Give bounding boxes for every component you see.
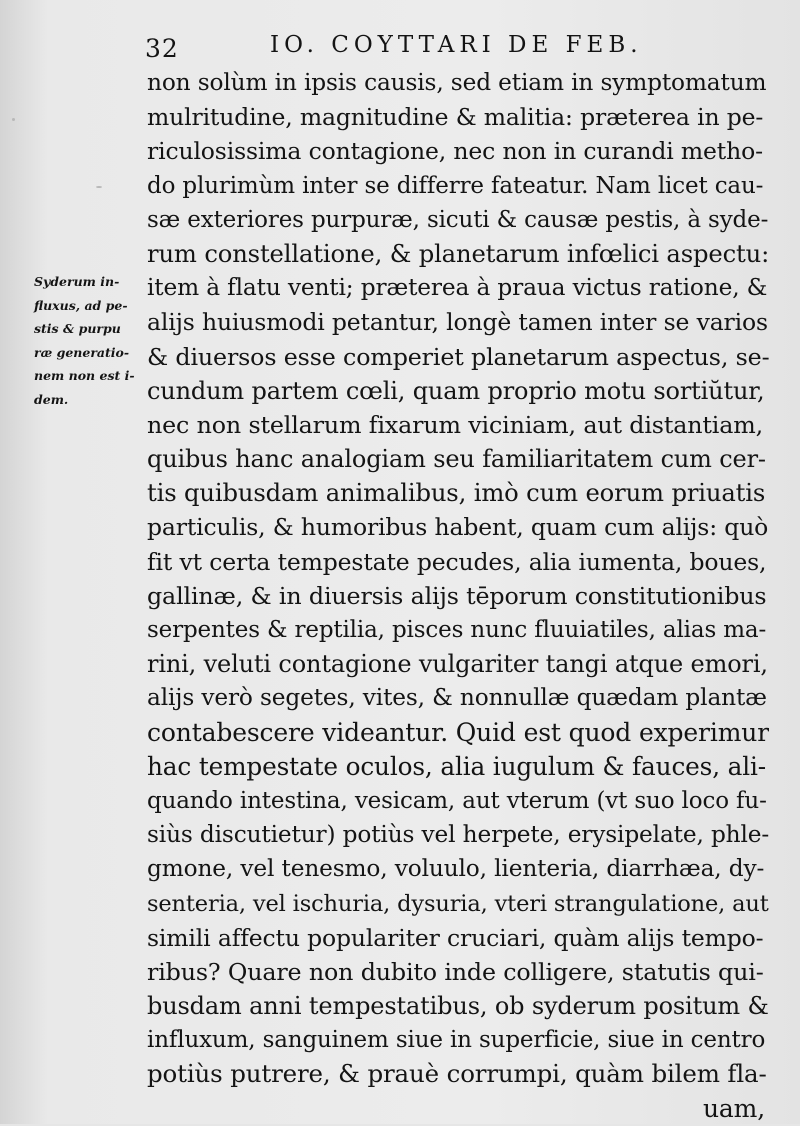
body-line: rum constellatione, & planetarum infœlici aspectu: bbox=[147, 238, 769, 268]
body-line: gallinæ, & in diuersis alijs tēporum constitutionibus bbox=[147, 581, 767, 610]
paper-speck bbox=[12, 118, 15, 121]
margin-note-line: nem non est i- bbox=[34, 368, 135, 383]
body-line: potiùs putrere, & prauè corrumpi, quàm bilem fla- bbox=[147, 1059, 767, 1089]
body-line: influxum, sanguinem siue in superficie, siue in centro bbox=[147, 1027, 766, 1054]
margin-note-line: fluxus, ad pe- bbox=[34, 297, 128, 313]
body-line: hac tempestate oculos, alia iugulum & fauces, ali- bbox=[147, 751, 766, 781]
margin-note bbox=[34, 270, 146, 411]
body-line: rini, veluti contagione vulgariter tangi atque emori, bbox=[147, 650, 768, 679]
body-line: alijs verò segetes, vites, & nonnullæ quædam plantæ bbox=[147, 684, 767, 712]
body-line: item à flatu venti; præterea à praua victus ratione, & bbox=[147, 274, 768, 302]
body-line: & diuersos esse comperiet planetarum aspectus, se- bbox=[147, 342, 769, 371]
body-line: gmone, vel tenesmo, voluulo, lienteria, diarrhæa, dy- bbox=[147, 855, 765, 883]
body-line: do plurimùm inter se differre fateatur. Nam licet cau- bbox=[147, 172, 764, 199]
page-number: 32 bbox=[145, 34, 179, 63]
margin-note-line: stis & purpu bbox=[34, 321, 121, 336]
body-line: fit vt certa tempestate pecudes, alia iumenta, boues, bbox=[147, 547, 767, 576]
body-line: riculosissima contagione, nec non in curandi metho- bbox=[147, 137, 763, 166]
body-text bbox=[147, 66, 769, 1126]
body-line: contabescere videantur. Quid est quod experimur bbox=[147, 717, 769, 747]
catchword: uam, bbox=[702, 1093, 765, 1123]
running-head: IO. COYTTARI DE FEB. bbox=[270, 32, 643, 58]
body-line: alijs huiusmodi petantur, longè tamen inter se varios bbox=[147, 308, 768, 337]
body-line: non solùm in ipsis causis, sed etiam in symptomatum bbox=[147, 69, 767, 96]
body-line: senteria, vel ischuria, dysuria, vteri strangulatione, aut bbox=[147, 890, 769, 917]
body-line: quando intestina, vesicam, aut vterum (vt suo loco fu- bbox=[147, 787, 767, 814]
margin-note-line: Syderum in- bbox=[34, 274, 120, 289]
body-line: particulis, & humoribus habent, quam cum alijs: quò bbox=[147, 513, 769, 542]
body-line: serpentes & reptilia, pisces nunc fluuiatiles, alias ma- bbox=[147, 617, 767, 643]
body-line: tis quibusdam animalibus, imò cum eorum priuatis bbox=[147, 478, 766, 508]
body-line: sæ exteriores purpuræ, sicuti & causæ pestis, à syde- bbox=[147, 206, 769, 233]
body-line: busdam anni tempestatibus, ob syderum positum & bbox=[147, 992, 769, 1021]
paper-speck bbox=[96, 186, 102, 188]
body-line: nec non stellarum fixarum viciniam, aut distantiam, bbox=[147, 410, 763, 439]
body-line: cundum partem cœli, quam proprio motu sortiŭtur, bbox=[147, 376, 765, 405]
body-line: siùs discutietur) potiùs vel herpete, erysipelate, phle- bbox=[147, 821, 769, 849]
body-line: ribus? Quare non dubito inde colligere, statutis qui- bbox=[147, 957, 764, 986]
body-line: mulritudine, magnitudine & malitia: præterea in pe- bbox=[147, 103, 764, 132]
margin-note-line: dem. bbox=[34, 391, 69, 407]
body-line: quibus hanc analogiam seu familiaritatem cum cer- bbox=[147, 445, 766, 474]
body-line: simili affectu populariter cruciari, quàm alijs tempo- bbox=[147, 923, 764, 952]
margin-note-line: ræ generatio- bbox=[34, 344, 130, 360]
